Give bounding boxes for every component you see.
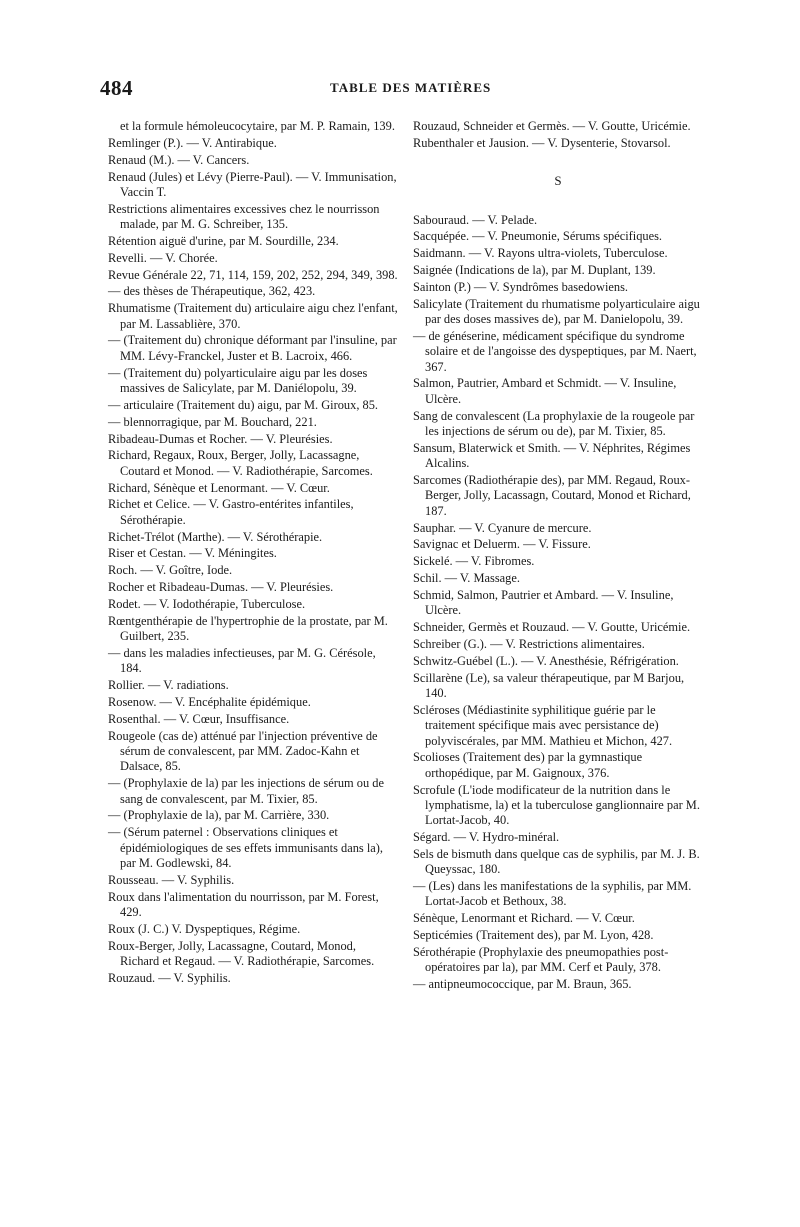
index-entry: — des thèses de Thérapeutique, 362, 423. xyxy=(108,284,316,299)
index-entry: Sainton (P.) — V. Syndrômes basedowiens. xyxy=(413,279,629,294)
index-entry: Scillarène (Le), sa valeur thérapeutique, par M Barjou, 140. xyxy=(413,670,685,700)
index-entry: Richard, Sénèque et Lenormant. — V. Cœur. xyxy=(108,480,330,495)
index-entry: Richard, Regaux, Roux, Berger, Jolly, Lacassagne, Coutard et Monod. — V. Radiothérapie, Sarcomes. xyxy=(108,448,373,478)
index-entry: — (Traitement du) polyarticulaire aigu par les doses massives de Salicylate, par M. Daniélopolu, 39. xyxy=(108,365,368,395)
index-entry: Rétention aiguë d'urine, par M. Sourdille, 234. xyxy=(108,233,339,248)
index-entry: — blennorragique, par M. Bouchard, 221. xyxy=(108,414,317,429)
index-entry: Saignée (Indications de la), par M. Duplant, 139. xyxy=(413,263,656,278)
index-entry: Savignac et Deluerm. — V. Fissure. xyxy=(413,537,591,552)
index-entry: Rhumatisme (Traitement du) articulaire aigu chez l'enfant, par M. Lassablière, 370. xyxy=(108,301,398,331)
index-entry: Schneider, Germès et Rouzaud. — V. Goutte, Uricémie. xyxy=(413,620,691,635)
index-entry: Richet-Trélot (Marthe). — V. Sérothérapie. xyxy=(108,529,323,544)
index-entry: Riser et Cestan. — V. Méningites. xyxy=(108,546,277,561)
index-entry: Saidmann. — V. Rayons ultra-violets, Tuberculose. xyxy=(413,246,668,261)
running-title: TABLE DES MATIÈRES xyxy=(330,80,492,95)
index-entry: — (Prophylaxie de la) par les injections de sérum ou de sang de convalescent, par M. Tixier, 85. xyxy=(108,776,384,806)
index-entry: Sansum, Blaterwick et Smith. — V. Néphrites, Régimes Alcalins. xyxy=(413,440,691,471)
index-entry: — de généserine, médicament spécifique du syndrome solaire et de l'angoisse des dyspeptiques, par M. Naert, 367. xyxy=(413,328,697,374)
index-entry: Rodet. — V. Iodothérapie, Tuberculose. xyxy=(108,596,306,611)
right-column xyxy=(413,119,703,994)
index-entry: Sérothérapie (Prophylaxie des pneumopathies post-opératoires par la), par MM. Cerf et Pauly, 378. xyxy=(413,945,669,975)
index-entry: Rougeole (cas de) atténué par l'injection préventive de sérum de convalescent, par MM. Zadoc-Kahn et Dalsace, 85. xyxy=(108,728,378,774)
index-entry: Rœntgenthérapie de l'hypertrophie de la prostate, par M. Guilbert, 235. xyxy=(108,613,388,644)
index-entry: Rosenthal. — V. Cœur, Insuffisance. xyxy=(108,711,290,726)
index-entry: Sauphar. — V. Cyanure de mercure. xyxy=(413,520,592,535)
index-entry: Scolioses (Traitement des) par la gymnastique orthopédique, par M. Gaignoux, 376. xyxy=(413,750,643,780)
index-entry: et la formule hémoleucocytaire, par M. P. Ramain, 139. xyxy=(120,119,395,133)
index-entry: Scléroses (Médiastinite syphilitique guérie par le traitement spécifique mais avec persistance de) polyviscérales, par MM. Mathieu et Michon, 427. xyxy=(413,702,673,748)
left-column xyxy=(108,119,398,988)
page-number: 484 xyxy=(100,76,133,100)
index-entry: — antipneumococcique, par M. Braun, 365. xyxy=(413,977,632,992)
index-entry: Remlinger (P.). — V. Antirabique. xyxy=(108,135,277,150)
index-entry: — (Sérum paternel : Observations cliniques et épidémiologiques de ses effets immunisants dans la), par M. Godlewski, 84. xyxy=(108,825,384,870)
index-entry: Rocher et Ribadeau-Dumas. — V. Pleurésies. xyxy=(108,580,334,595)
index-entry: — (Prophylaxie de la), par M. Carrière, 330. xyxy=(108,808,330,823)
index-entry: Roux dans l'alimentation du nourrisson, par M. Forest, 429. xyxy=(108,889,379,919)
index-entry: Rouzaud. — V. Syphilis. xyxy=(108,970,231,985)
index-entry: Septicémies (Traitement des), par M. Lyon, 428. xyxy=(413,928,654,943)
index-entry: Renaud (M.). — V. Cancers. xyxy=(108,152,250,167)
index-entry: Sénèque, Lenormant et Richard. — V. Cœur. xyxy=(413,911,635,926)
index-entry: Ségard. — V. Hydro-minéral. xyxy=(413,830,560,845)
index-entry: — (Traitement du) chronique déformant par l'insuline, par MM. Lévy-Franckel, Juster et B. Lacroix, 466. xyxy=(108,333,397,363)
index-entry: Renaud (Jules) et Lévy (Pierre-Paul). — V. Immunisation, Vaccin T. xyxy=(108,169,397,199)
index-entry: Ribadeau-Dumas et Rocher. — V. Pleurésies. xyxy=(108,431,333,446)
index-entry: Richet et Celice. — V. Gastro-entérites infantiles, Sérothérapie. xyxy=(108,497,354,527)
section-letter: S xyxy=(554,173,562,189)
index-entry: Schmid, Salmon, Pautrier et Ambard. — V. Insuline, Ulcère. xyxy=(413,587,674,618)
index-entry: Schil. — V. Massage. xyxy=(413,571,520,586)
index-entry: Rousseau. — V. Syphilis. xyxy=(108,872,235,887)
index-entry: Rouzaud, Schneider et Germès. — V. Goutte, Uricémie. xyxy=(413,119,691,133)
index-entry: Sickelé. — V. Fibromes. xyxy=(413,554,535,569)
index-entry: Sarcomes (Radiothérapie des), par MM. Regaud, Roux-Berger, Jolly, Lacassagn, Coutard, Monod et Richard, 187. xyxy=(413,473,691,518)
index-entry: Restrictions alimentaires excessives chez le nourrisson malade, par M. G. Schreiber, 135. xyxy=(108,201,380,232)
index-entry: Salmon, Pautrier, Ambard et Schmidt. — V. Insuline, Ulcère. xyxy=(413,376,677,406)
index-entry: Salicylate (Traitement du rhumatisme polyarticulaire aigu par des doses massives de), par M. Danielopolu, 39. xyxy=(413,296,700,327)
index-entry: Schwitz-Guébel (L.). — V. Anesthésie, Réfrigération. xyxy=(413,653,679,668)
index-entry: Rubenthaler et Jausion. — V. Dysenterie, Stovarsol. xyxy=(413,135,671,150)
index-entry: Sacquépée. — V. Pneumonie, Sérums spécifiques. xyxy=(413,229,663,244)
index-entry: Sabouraud. — V. Pelade. xyxy=(413,212,538,227)
index-entry: Rollier. — V. radiations. xyxy=(108,678,229,693)
index-entry: Roux (J. C.) V. Dyspeptiques, Régime. xyxy=(108,921,301,936)
index-entry: Roch. — V. Goître, Iode. xyxy=(108,563,233,578)
index-entry: Schreiber (G.). — V. Restrictions alimentaires. xyxy=(413,636,645,651)
index-entry: — (Les) dans les manifestations de la syphilis, par MM. Lortat-Jacob et Bethoux, 38. xyxy=(413,879,692,909)
index-entry: — dans les maladies infectieuses, par M. G. Cérésole, 184. xyxy=(108,646,376,676)
index-entry: Sels de bismuth dans quelque cas de syphilis, par M. J. B. Queyssac, 180. xyxy=(413,846,700,877)
index-entry: Roux-Berger, Jolly, Lacassagne, Coutard, Monod, Richard et Regaud. — V. Radiothérapie, Sarcomes. xyxy=(108,938,375,969)
index-entry: Scrofule (L'iode modificateur de la nutrition dans le lymphatisme, la) et la tuberculose ganglionnaire par M. Lortat-Jacob, 40. xyxy=(413,782,700,828)
index-entry: Rosenow. — V. Encéphalite épidémique. xyxy=(108,695,311,710)
index-entry: — articulaire (Traitement du) aigu, par M. Giroux, 85. xyxy=(108,397,379,412)
index-entry: Sang de convalescent (La prophylaxie de la rougeole par les injections de sérum ou de), par M. Tixier, 85. xyxy=(413,408,695,438)
index-entry: Revelli. — V. Chorée. xyxy=(108,250,218,265)
index-entry: Revue Générale 22, 71, 114, 159, 202, 252, 294, 349, 398. xyxy=(108,267,398,282)
